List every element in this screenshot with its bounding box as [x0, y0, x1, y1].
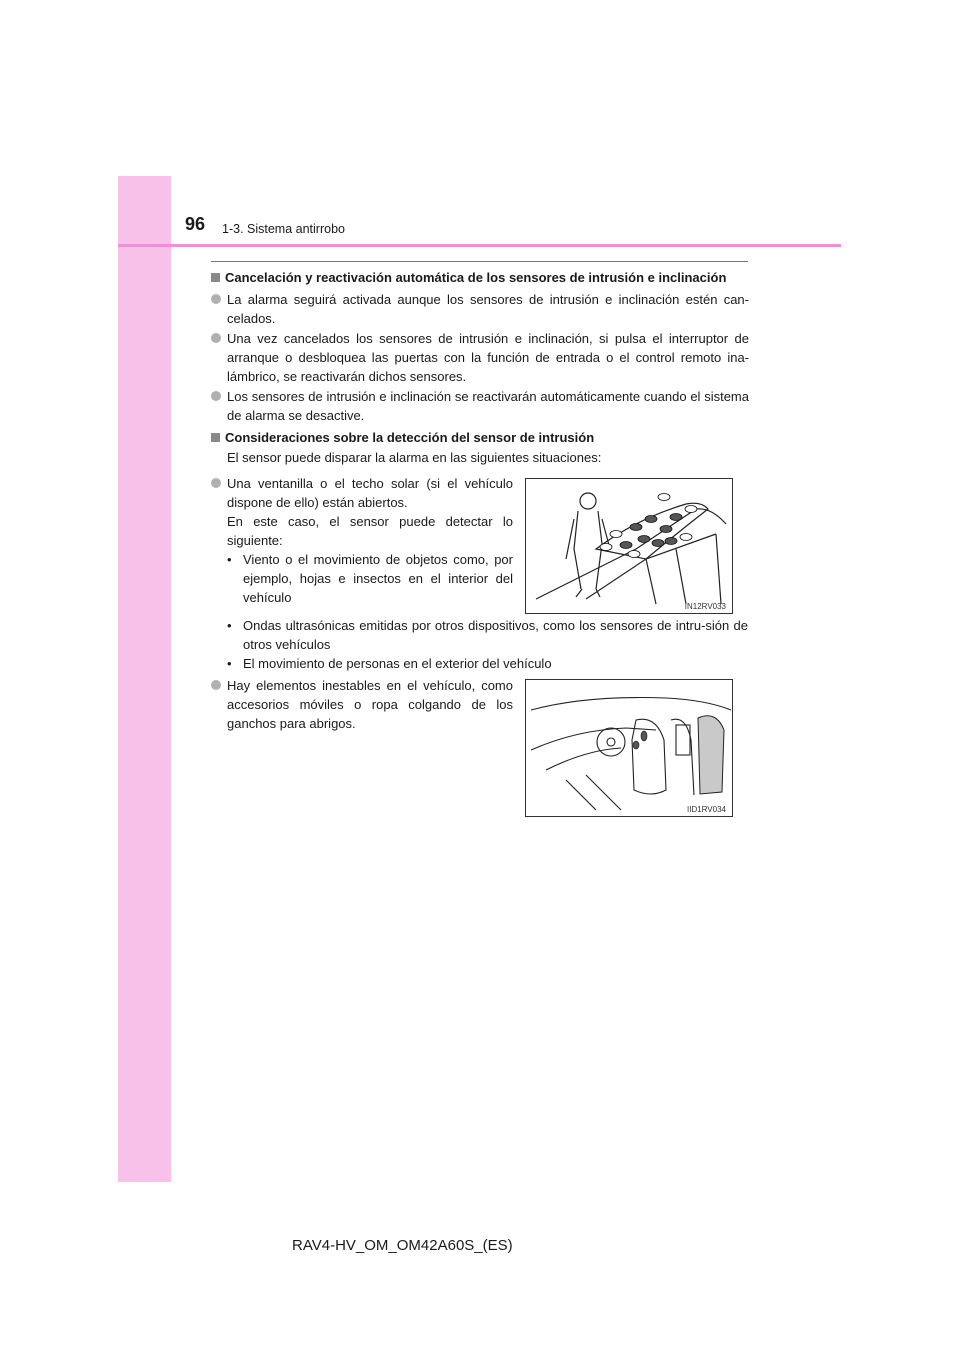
footer-doc-code: RAV4-HV_OM_OM42A60S_(ES): [292, 1237, 513, 1254]
page-number: 96: [185, 214, 206, 234]
illustration-car-interior: [525, 679, 733, 817]
header-rule: [118, 244, 841, 247]
square-bullet-icon: [211, 433, 220, 442]
side-tab: [118, 176, 171, 1182]
square-bullet-icon: [211, 273, 220, 282]
car-sunroof-leaves-illustration: [526, 479, 732, 613]
circle-bullet-icon: [211, 478, 221, 488]
illustration-open-sunroof: [525, 478, 733, 614]
figure-code: IID1RV034: [687, 805, 726, 814]
content-divider: [211, 261, 748, 262]
section2-intro: El sensor puede disparar la alarma en las siguientes situaciones:: [227, 450, 602, 465]
circle-bullet-icon: [211, 680, 221, 690]
sub-item: • Ondas ultrasónicas emitidas por otros dispositivos, como los sensores de intru-sión de otros vehículos: [227, 618, 748, 652]
car-interior-illustration: [526, 680, 732, 816]
list-item: La alarma seguirá activada aunque los sensores de intrusión e inclinación estén can-celados.: [211, 290, 749, 328]
sub-item: • El movimiento de personas en el exterior del vehículo: [227, 656, 552, 671]
section1-heading: Cancelación y reactivación automática de los sensores de intrusión e inclinación: [211, 268, 749, 287]
list-item: Una vez cancelados los sensores de intrusión e inclinación, si pulsa el interruptor de arranque o desbloquea las puertas con la función de entrada o el control remoto ina-lámbrico, se reactivarán dichos sensores.: [211, 329, 749, 386]
circle-bullet-icon: [211, 294, 221, 304]
list-item: Los sensores de intrusión e inclinación se reactivarán automáticamente cuando el sistema de alarma se desactive.: [211, 387, 749, 425]
list-item: Una ventanilla o el techo solar (si el vehículo dispone de ello) están abiertos. En este caso, el sensor puede detectar lo siguiente:: [211, 474, 513, 550]
list-item: Hay elementos inestables en el vehículo, como accesorios móviles o ropa colgando de los ganchos para abrigos.: [211, 676, 513, 733]
sub-item: • Viento o el movimiento de objetos como, por ejemplo, hojas e insectos en el interior del vehículo: [227, 552, 513, 605]
section2-heading: Consideraciones sobre la detección del sensor de intrusión: [211, 428, 749, 447]
section-title: 1-3. Sistema antirrobo: [222, 222, 345, 236]
circle-bullet-icon: [211, 391, 221, 401]
figure-code: IN12RV033: [684, 602, 726, 611]
circle-bullet-icon: [211, 333, 221, 343]
